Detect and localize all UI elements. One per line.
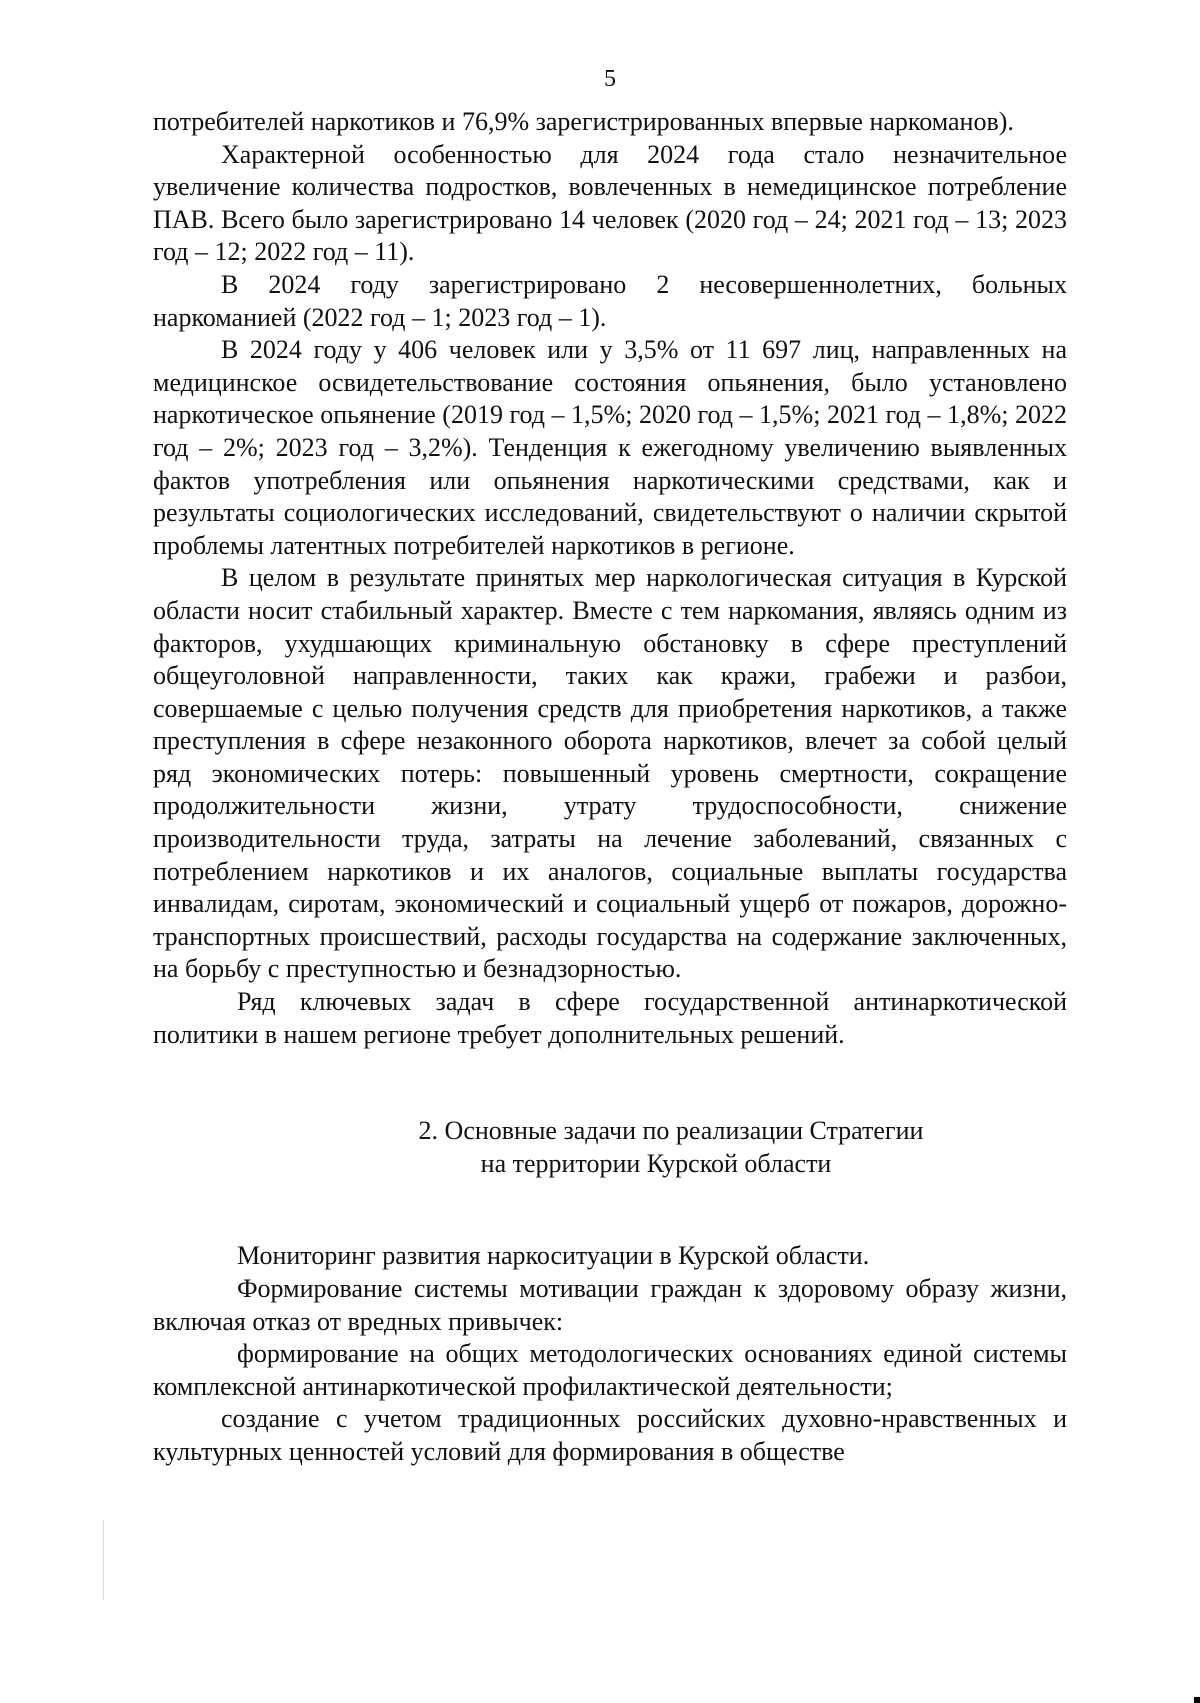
paragraph-prevention-system: формирование на общих методологических основаниях единой системы комплексной антинаркотической профилактической деятельности;	[153, 1339, 1067, 1401]
paragraph-motivation: Формирование системы мотивации граждан к здоровому образу жизни, включая отказ от вредных привычек:	[153, 1274, 1067, 1336]
scan-margin-mark	[103, 1520, 104, 1600]
paragraph-minors: В 2024 году зарегистрировано 2 несовершеннолетних, больных наркоманией (2022 год – 1; 2023 год – 1).	[153, 269, 1067, 332]
paragraph-examination: В 2024 году у 406 человек или у 3,5% от 11 697 лиц, направленных на медицинское освидетельствование состояния опьянения, было установлено наркотическое опьянение (2019 год – 1,5%; 2020 год – 1,5%; 2021 год – 1,8%; 2022 год – 2%; 2023 год – 3,2%). Тенденция к ежегодному увеличению выявленных фактов употребления или опьянения наркотическими средствами, как и результаты социологических исследований, свидетельствуют о наличии скрытой проблемы латентных потребителей наркотиков в регионе.	[153, 335, 1067, 560]
section-heading	[153, 1115, 1067, 1180]
section-heading-line-2: на территории Курской области	[480, 1148, 832, 1178]
paragraph-key-tasks: Ряд ключевых задач в сфере государственной антинаркотической политики в нашем регионе требует дополнительных решений.	[153, 987, 1067, 1049]
paragraph-monitoring: Мониторинг развития наркоситуации в Курской области.	[237, 1241, 870, 1271]
paragraph-values: создание с учетом традиционных российских духовно-нравственных и культурных ценностей условий для формирования в обществе	[153, 1404, 1067, 1466]
paragraph-situation: В целом в результате принятых мер наркологическая ситуация в Курской области носит стабильный характер. Вместе с тем наркомания, являясь одним из факторов, ухудшающих криминальную обстановку в сфере преступлений общеуголовной направленности, таких как кражи, грабежи и разбои, совершаемые с целью получения средств для приобретения наркотиков, а также преступления в сфере незаконного оборота наркотиков, влечет за собой целый ряд экономических потерь: повышенный уровень смертности, сокращение продолжительности жизни, утрату трудоспособности, снижение производительности труда, затраты на лечение заболеваний, связанных с потреблением наркотиков и их аналогов, социальные выплаты государства инвалидам, сиротам, экономический и социальный ущерб от пожаров, дорожно-транспортных происшествий, расходы государства на содержание заключенных, на борьбу с преступностью и безнадзорностью.	[153, 563, 1067, 984]
scan-corner-mark	[1194, 1697, 1200, 1703]
page-number: 5	[604, 66, 616, 92]
section-heading-line-1: 2. Основные задачи по реализации Стратегии	[418, 1116, 924, 1146]
paragraph-teenagers: Характерной особенностью для 2024 года стало незначительное увеличение количества подростков, вовлеченных в немедицинское потребление ПАВ. Всего было зарегистрировано 14 человек (2020 год – 24; 2021 год – 13; 2023 год – 12; 2022 год – 11).	[153, 139, 1067, 267]
document-body	[153, 106, 1067, 1469]
paragraph-continuation: потребителей наркотиков и 76,9% зарегистрированных впервые наркоманов).	[153, 107, 1014, 136]
